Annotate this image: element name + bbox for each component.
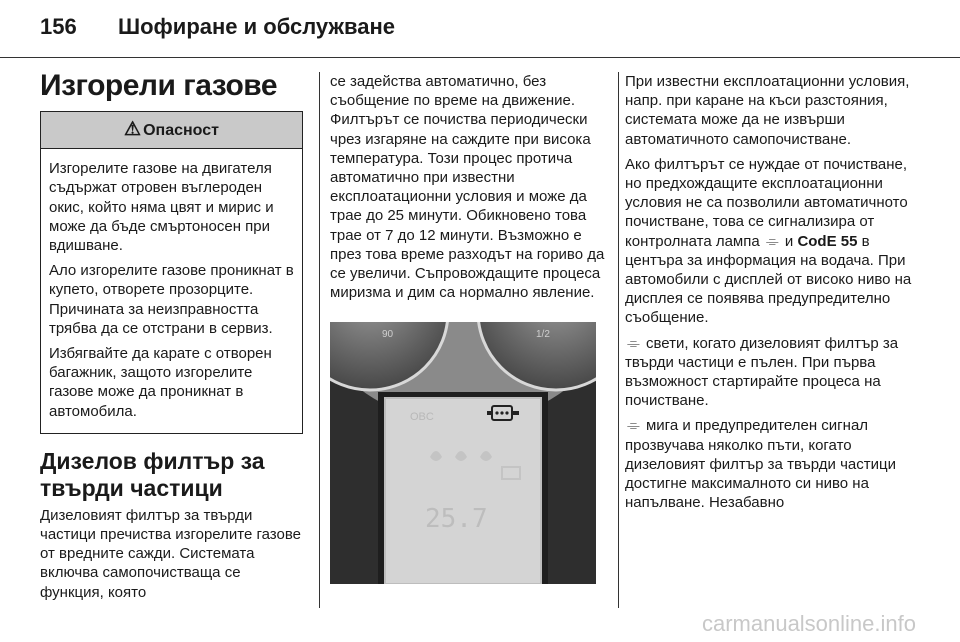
diesel-filter-icon: ⌯	[627, 334, 640, 352]
column-2	[330, 72, 606, 590]
error-code: CodE 55	[797, 232, 858, 250]
col3-paragraph-3-text: свети, когато дизеловият филтър за твърди частици е пълен. При първа възможност стартирайте процеса на почистване.	[625, 334, 899, 410]
col3-paragraph-4-text: мига и предупредителен сигнал прозвучава няколко пъти, когато дизеловият филтър за твърди частици достигне максималното си ниво на напълване. Незабавно	[625, 417, 896, 512]
danger-box	[40, 111, 303, 434]
col3-paragraph-3	[625, 334, 915, 411]
chapter-title: Шофиране и обслужване	[118, 14, 396, 39]
column-3	[625, 72, 915, 518]
subsection-title: Дизелов филтър за твърди частици	[40, 447, 265, 501]
col3-paragraph-1: При известни експлоатационни условия, напр. при каране на къси разстояния, системата може да не извърши автоматичното самопочистване.	[625, 73, 910, 148]
page-header	[40, 14, 395, 40]
section-title: Изгорели газове	[40, 69, 278, 102]
danger-paragraph-1: Изгорелите газове на двигателя съдържат отровен въглероден окис, който няма цвят и мирис и може да бъде смъртоносен при вдишване.	[49, 160, 274, 255]
column-1	[40, 69, 304, 608]
col3-paragraph-4	[625, 416, 915, 512]
col2-paragraph: се задейства автоматично, без съобщение по време на движение. Филтърът се почиства периодически чрез изгаряне на саждите при висока температура. Този процес протича автоматично при известни експлоатационни условия и може да трае до 25 минути. Обикновено това трае от 7 до 12 минути. Възможно е през това време разходът на гориво да се увеличи. Съпровождащите процеса миризма и дим са нормално явление.	[330, 73, 605, 302]
conjunction-text: и	[784, 232, 794, 250]
watermark: carmanualsonline.info	[701, 611, 916, 636]
danger-body	[41, 149, 302, 433]
page-number: 156	[40, 14, 77, 39]
danger-title: Опасност	[143, 122, 219, 140]
gauge-right-label: 1/2	[536, 329, 550, 341]
info-display	[385, 398, 541, 584]
warning-triangle-icon: ⚠	[124, 119, 142, 141]
header-rule	[0, 57, 960, 58]
danger-paragraph-3: Избягвайте да карате с отворен багажник, защото изгорелите газове може да проникнат в автомобила.	[49, 345, 272, 420]
display-temperature: 25.7	[425, 504, 488, 535]
col3-paragraph-2-part1: Ако филтърът се нуждае от почистване, но предхождащите експлоатационни условия не са позволили автоматичното почистване, това се сигнализира от контролната лампа	[625, 155, 908, 250]
diesel-filter-icon: ⌯	[765, 232, 779, 250]
danger-header	[41, 112, 302, 149]
danger-paragraph-2: Ало изгорелите газове проникнат в купето, отворете прозорците. Причината за неизправността трябва да се отстрани в сервиз.	[49, 262, 294, 337]
column-divider-2	[618, 72, 619, 608]
col1-paragraph: Дизеловият филтър за твърди частици пречиства изгорелите газове от вредните сажди. Системата включва самопочистваща се функция, която	[40, 506, 302, 601]
display-obc-text: OBC	[410, 411, 434, 424]
col3-paragraph-2	[625, 155, 915, 328]
gauge-left-label: 90	[382, 329, 394, 341]
diesel-filter-icon: ⌯	[627, 417, 640, 435]
col3-paragraph-2-part2: в центъра за информация на водача. При автомобили с дисплей от високо ниво на дисплея се появява предупредително съобщение.	[625, 232, 912, 327]
column-divider-1	[319, 72, 320, 608]
instrument-cluster-photo	[330, 322, 596, 584]
